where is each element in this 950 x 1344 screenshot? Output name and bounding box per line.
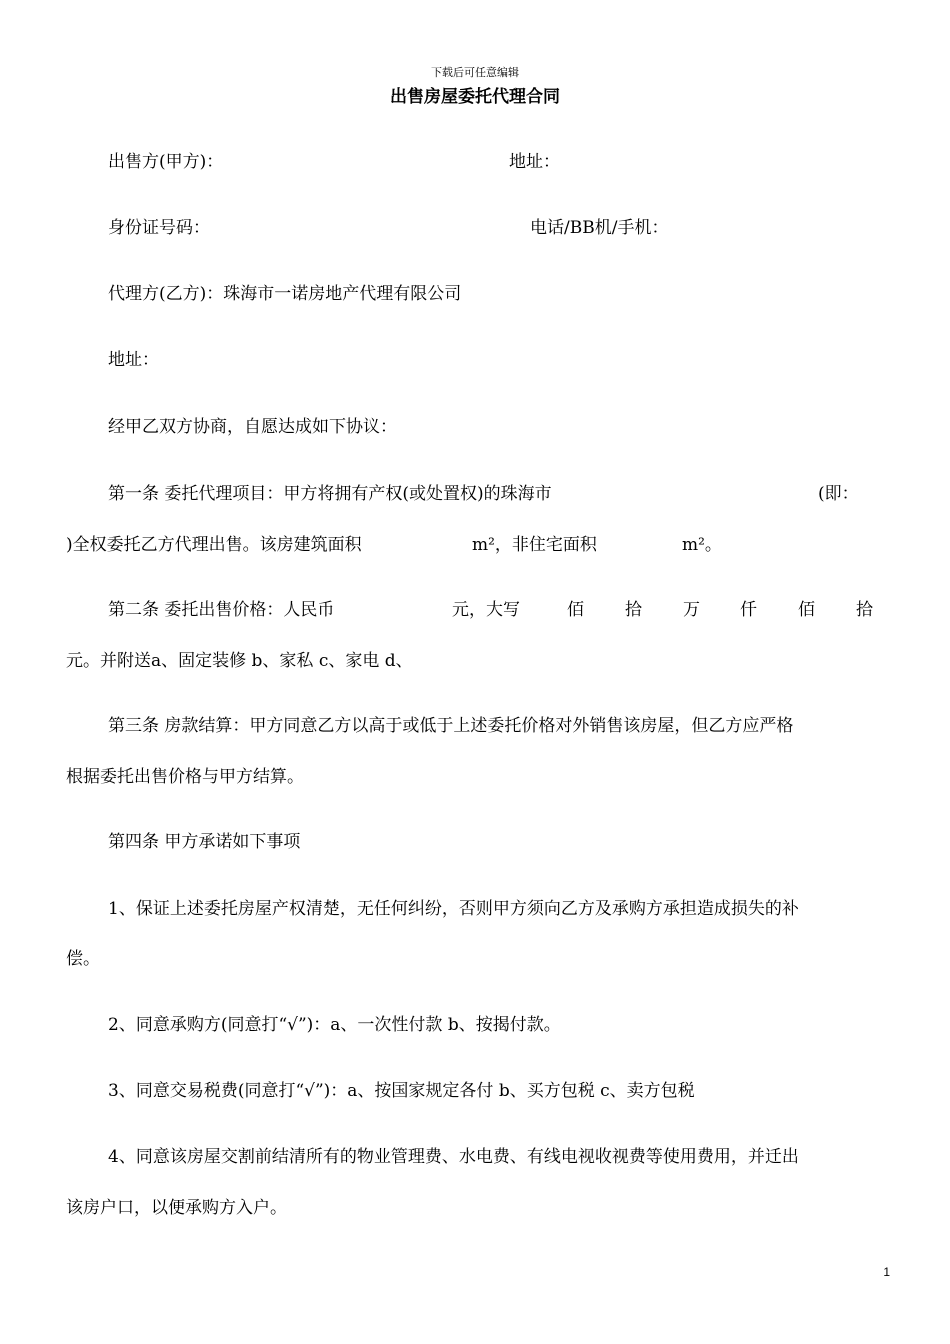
article1-area-unit: m²。 bbox=[682, 535, 722, 555]
article4-item1-text: 1、保证上述委托房屋产权清楚，无任何纠纷，否则甲方须向乙方及承购方承担造成损失的补 bbox=[108, 899, 799, 919]
seller-label: 出售方(甲方)： bbox=[108, 152, 224, 172]
agent-address-label: 地址： bbox=[108, 350, 159, 370]
article2-extras: 元。并附送a、固定装修 b、家私 c、家电 d、 bbox=[66, 651, 413, 671]
article4-item4-line2 bbox=[0, 1195, 950, 1221]
seller-line bbox=[0, 149, 950, 175]
agent-line bbox=[0, 281, 950, 307]
price-unit-thousand: 仟 bbox=[740, 600, 757, 620]
article3-line2 bbox=[0, 764, 950, 790]
article4-item3-text: 3、同意交易税费(同意打“√”)：a、按国家规定各付 b、买方包税 c、卖方包税 bbox=[108, 1081, 695, 1101]
article1-ie: (即： bbox=[818, 484, 859, 504]
page-number: 1 bbox=[883, 1265, 890, 1279]
article2-price-label: 第二条 委托出售价格：人民币 bbox=[108, 600, 335, 620]
article4-heading-text: 第四条 甲方承诺如下事项 bbox=[108, 832, 301, 852]
phone-label: 电话/BB机/手机： bbox=[530, 218, 669, 238]
price-unit-ten-1: 拾 bbox=[625, 600, 642, 620]
article2-line1 bbox=[0, 597, 950, 623]
price-unit-ten-2: 拾 bbox=[856, 600, 873, 620]
article4-item2-text: 2、同意承购方(同意打“√”)：a、一次性付款 b、按揭付款。 bbox=[108, 1015, 561, 1035]
price-unit-hundred-2: 佰 bbox=[798, 600, 815, 620]
seller-address-label: 地址： bbox=[509, 152, 560, 172]
intro-line bbox=[0, 414, 950, 440]
intro-text: 经甲乙双方协商，自愿达成如下协议： bbox=[108, 417, 397, 437]
agent-label: 代理方(乙方)：珠海市一诺房地产代理有限公司 bbox=[108, 284, 462, 304]
article4-item3 bbox=[0, 1078, 950, 1104]
id-line bbox=[0, 215, 950, 241]
document-title: 出售房屋委托代理合同 bbox=[390, 87, 560, 107]
article4-item2 bbox=[0, 1012, 950, 1038]
article4-item4-text-cont: 该房户口，以便承购方入户。 bbox=[66, 1198, 287, 1218]
article4-item4-line1 bbox=[0, 1144, 950, 1170]
article4-item1-line2 bbox=[0, 946, 950, 972]
header-note: 下载后可任意编辑 bbox=[431, 66, 519, 79]
price-unit-ten-thousand: 万 bbox=[683, 600, 700, 620]
article3-text: 第三条 房款结算：甲方同意乙方以高于或低于上述委托价格对外销售该房屋，但乙方应严格 bbox=[108, 716, 794, 736]
article4-item4-text: 4、同意该房屋交割前结清所有的物业管理费、水电费、有线电视收视费等使用费用，并迁出 bbox=[108, 1147, 799, 1167]
article1-line2 bbox=[0, 532, 950, 558]
id-number-label: 身份证号码： bbox=[108, 218, 210, 238]
article4-heading bbox=[0, 829, 950, 855]
article1-area-text: )全权委托乙方代理出售。该房建筑面积 bbox=[66, 535, 362, 555]
article4-item1-line1 bbox=[0, 896, 950, 922]
article3-text-cont: 根据委托出售价格与甲方结算。 bbox=[66, 767, 304, 787]
article1-nonresidential-text: m²，非住宅面积 bbox=[472, 535, 597, 555]
price-unit-hundred-1: 佰 bbox=[567, 600, 584, 620]
article3-line1 bbox=[0, 713, 950, 739]
article1-text: 第一条 委托代理项目：甲方将拥有产权(或处置权)的珠海市 bbox=[108, 484, 552, 504]
article4-item1-text-cont: 偿。 bbox=[66, 949, 100, 969]
article1-line1 bbox=[0, 481, 950, 507]
article2-line2 bbox=[0, 648, 950, 674]
article2-yuan-label: 元，大写 bbox=[452, 600, 520, 620]
agent-address-line bbox=[0, 347, 950, 373]
